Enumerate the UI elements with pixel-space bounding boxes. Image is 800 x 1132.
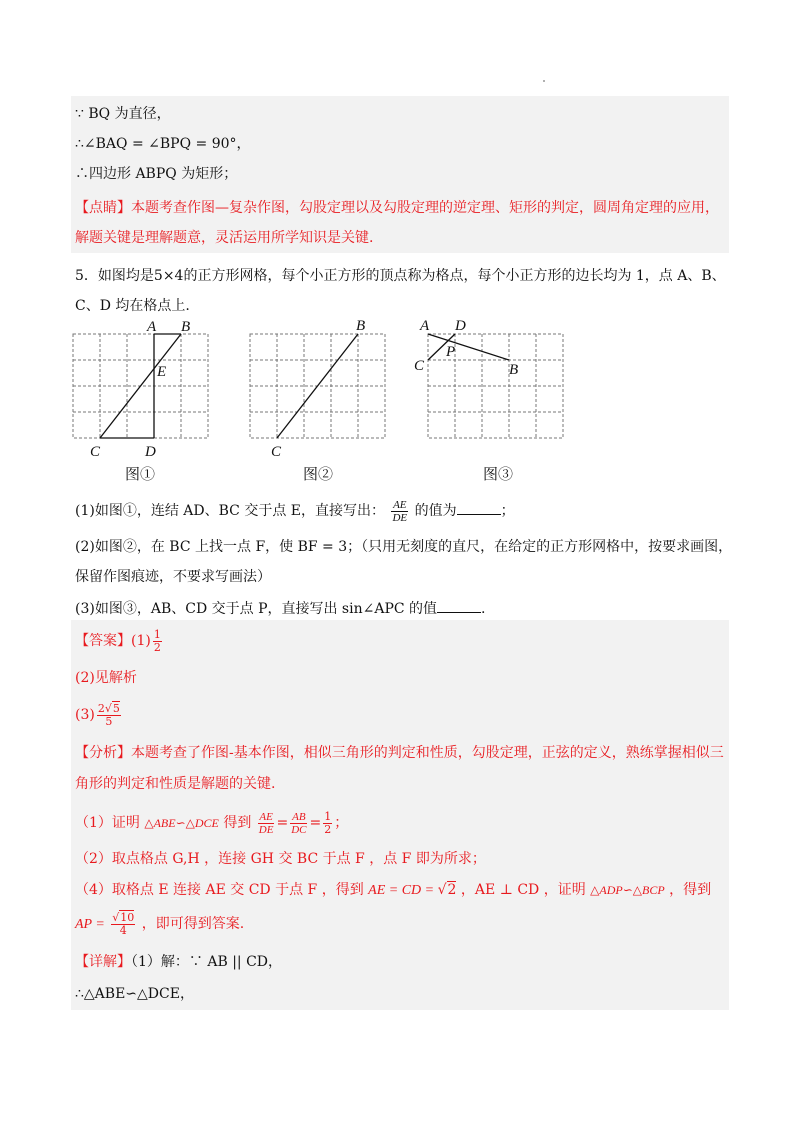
- answer-1-fraction: [153, 629, 162, 654]
- answer-3-prefix: (3): [75, 707, 95, 723]
- question-2-line-1: (2)如图②，在 BC 上找一点 F，使 BF = 3；（只用无刻度的直尺，在给定的正方形网格中，按要求画图，: [75, 539, 733, 555]
- step4-d: ，即可得到答案.: [141, 916, 245, 932]
- question-2-line-2: 保留作图痕迹，不要求写画法）: [75, 569, 271, 585]
- fig3-label-D: D: [455, 318, 466, 334]
- answer-3-fraction: [97, 703, 121, 728]
- step1-b: 得到: [223, 815, 252, 831]
- answer-1-den: 2: [153, 640, 161, 654]
- question-3: [75, 599, 486, 619]
- fig1-label-E: E: [157, 364, 167, 380]
- figures-svg: [0, 318, 800, 488]
- answer-3-num: 2√5: [97, 701, 120, 715]
- answer-line-3: [75, 700, 123, 730]
- step4-frac: [111, 912, 135, 937]
- analysis-line-1: [75, 743, 724, 763]
- q1-num: AE: [393, 498, 407, 511]
- solution-line-1: ∵ BQ 为直径，: [75, 106, 171, 122]
- fig1-label-C: C: [90, 444, 101, 460]
- q1-den: DE: [392, 511, 408, 524]
- fig2-label-C: C: [271, 444, 282, 460]
- q3-text-b: .: [481, 601, 486, 617]
- fig1-label-B: B: [181, 319, 191, 335]
- analysis-step-2: （2）取点格点 G,H ，连接 GH 交 BC 于点 F ，点 F 即为所求；: [75, 851, 486, 867]
- solution-line-3: ∴四边形 ABPQ 为矩形；: [75, 166, 238, 182]
- answer-line-1: [75, 626, 164, 656]
- step1-d3: 2: [324, 822, 332, 836]
- step4-a: （4）取格点 E 连接 AE 交 CD 于点 F ，得到: [75, 882, 364, 898]
- step1-frac-1: [258, 811, 275, 836]
- step4-triangles: △ADP∽△BCP: [590, 883, 665, 897]
- step4-ap: AP =: [75, 917, 105, 932]
- step1-c: ；: [334, 815, 349, 831]
- detail-text-1: （1）解：∵ AB || CD，: [131, 954, 283, 970]
- step1-d2: DC: [291, 823, 307, 836]
- step4-b: ，AE ⊥ CD ，证明: [460, 882, 586, 898]
- fig2-caption: 图②: [303, 465, 334, 483]
- step1-n3: 1: [324, 809, 332, 823]
- fig1-label-A: A: [147, 319, 157, 335]
- step1-frac-3: [323, 811, 332, 836]
- detail-line-1: [75, 952, 282, 972]
- step4-eq: AE = CD =: [368, 883, 438, 898]
- step1-triangles: △ABE∽△DCE: [144, 816, 219, 830]
- answer-3-coef: 2: [97, 701, 105, 715]
- q1-blank: [457, 502, 501, 515]
- analysis-step-1: （1）证明 △ABE∽△DCE 得到 $\frac{AE}{DE}$ = $\frac{AB}{DC}$ = $\frac{1}{2}$ ；: [75, 809, 349, 836]
- header-dot: [543, 80, 545, 82]
- step4-num: √10: [112, 910, 135, 924]
- fig3-label-P: P: [446, 344, 456, 360]
- step1-frac-2: [290, 811, 307, 836]
- fig1-label-D: D: [145, 444, 156, 460]
- analysis-text-1: 本题考查了作图-基本作图，相似三角形的判定和性质，勾股定理，正弦的定义，熟练掌握相似三: [131, 745, 724, 761]
- analysis-line-2: 角形的判定和性质是解题的关键.: [75, 776, 276, 792]
- q1-text-c: ；: [500, 503, 515, 519]
- analysis-step-4: （4）取格点 E 连接 AE 交 CD 于点 F ，得到 AE = CD = √2 ，AE ⊥ CD ，证明 △ADP∽△BCP ，得到: [75, 882, 712, 898]
- step1-n2: AB: [292, 810, 306, 823]
- fig3-caption: 图③: [483, 465, 514, 483]
- fig3-label-C: C: [414, 358, 425, 374]
- fig1-caption: 图①: [125, 465, 156, 483]
- fig3-label-A: A: [420, 318, 430, 334]
- answer-3-rad: 5: [112, 701, 120, 715]
- comment-line-2: 解题关键是理解题意，灵活运用所学知识是关键.: [75, 230, 374, 246]
- q1-text: (1)如图①，连结 AD、BC 交于点 E，直接写出：: [75, 503, 385, 519]
- step1-a: （1）证明: [75, 815, 140, 831]
- solution-line-2: ∴∠BAQ = ∠BPQ = 90°，: [75, 136, 251, 152]
- q1-fraction: [391, 499, 408, 524]
- comment-text-1: 本题考查作图—复杂作图，勾股定理以及勾股定理的逆定理、矩形的判定，圆周角定理的应用，: [131, 200, 719, 216]
- step4-rad2: 10: [120, 910, 135, 924]
- q3-blank: [437, 600, 481, 613]
- question-1: [75, 497, 515, 525]
- analysis-step-4b: [75, 908, 244, 941]
- step4-rad: 2: [447, 882, 457, 898]
- q1-text-b: 的值为: [414, 503, 457, 519]
- comment-tag: 【点睛】: [75, 200, 131, 216]
- fig3-label-B: B: [509, 362, 519, 378]
- answer-1-prefix: (1): [131, 633, 151, 649]
- step4-c: ，得到: [669, 882, 712, 898]
- answer-line-2: (2)见解析: [75, 670, 137, 686]
- step4-den: 4: [119, 923, 127, 937]
- problem-line-1: 5．如图均是5×4的正方形网格，每个小正方形的顶点称为格点，每个小正方形的边长均为 1，点 A、B、: [75, 268, 726, 284]
- analysis-tag: 【分析】: [75, 745, 131, 761]
- figure-3-lines: [428, 334, 509, 360]
- answer-1-num: 1: [153, 627, 161, 641]
- answer-tag: 【答案】: [75, 633, 131, 649]
- step1-n1: AE: [259, 810, 273, 823]
- comment-line-1: [75, 198, 719, 218]
- detail-tag: 【详解】: [75, 954, 131, 970]
- problem-line-2: C、D 均在格点上.: [75, 298, 190, 314]
- detail-line-2: ∴△ABE∽△DCE，: [75, 986, 194, 1002]
- answer-3-den: 5: [105, 714, 113, 728]
- fig2-label-B: B: [356, 318, 366, 334]
- q3-text: (3)如图③，AB、CD 交于点 P，直接写出 sin∠APC 的值: [75, 601, 438, 617]
- step1-d1: DE: [258, 823, 274, 836]
